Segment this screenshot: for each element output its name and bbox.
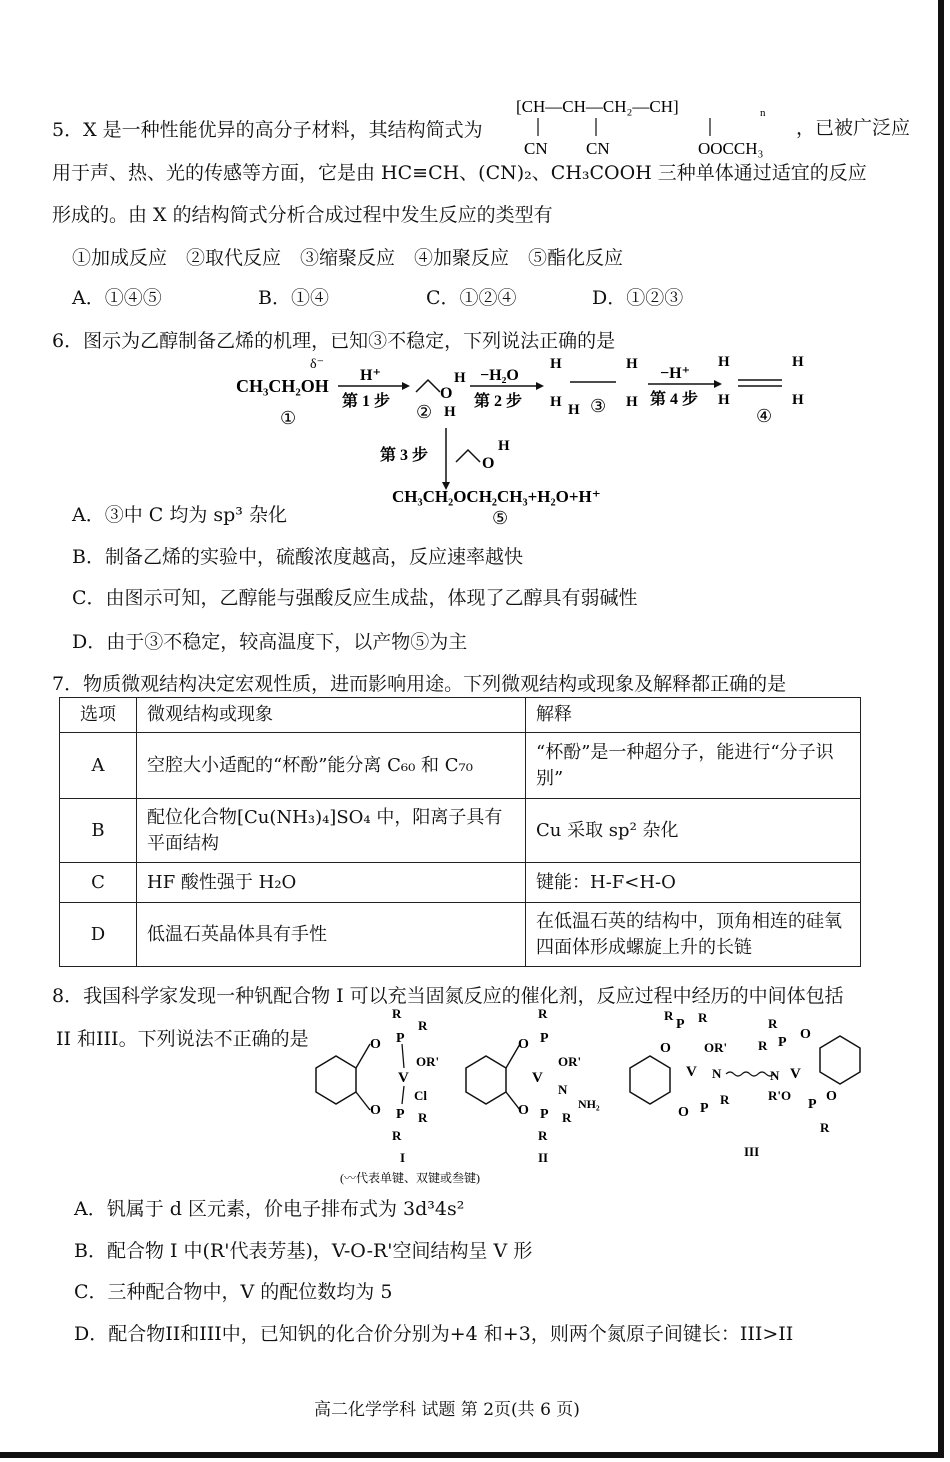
q5-polymer-formula — [510, 92, 790, 162]
row-explanation: 在低温石英的结构中，顶角相连的硅氧四面体形成螺旋上升的长链 — [526, 903, 861, 967]
q6-h-2: H — [454, 370, 466, 386]
svg-text:R: R — [768, 1016, 778, 1031]
row-option: C — [60, 863, 137, 903]
q6-step3-label: 第 3 步 — [380, 447, 429, 464]
q6-carbocation-h2: H — [626, 356, 638, 372]
svg-text:R: R — [758, 1038, 768, 1053]
svg-text:O: O — [678, 1105, 689, 1120]
svg-text:R: R — [418, 1110, 428, 1125]
q5-line1: 5．X 是一种性能优异的高分子材料，其结构简式为 — [52, 119, 483, 141]
q5-formula-cn2: CN — [586, 139, 610, 158]
svg-text:O: O — [518, 1037, 529, 1052]
svg-text:OR': OR' — [416, 1054, 440, 1069]
svg-text:N: N — [558, 1082, 568, 1097]
q6-carbocation-h5: H — [626, 394, 638, 410]
table-header-phenomenon: 微观结构或现象 — [137, 698, 526, 733]
q6-ethylene-h1: H — [718, 354, 730, 370]
svg-text:O: O — [518, 1103, 529, 1118]
svg-text:O: O — [800, 1027, 811, 1042]
q6-step1-label: 第 1 步 — [342, 393, 391, 410]
q6-step4-label: 第 4 步 — [650, 391, 699, 408]
svg-text:R: R — [562, 1110, 572, 1125]
svg-text:R: R — [418, 1018, 428, 1033]
q6-label-2: ② — [416, 402, 433, 422]
q6-carbocation-h4: H — [568, 402, 580, 418]
q8-stem-line1: 8．我国科学家发现一种钒配合物 I 可以充当固氮反应的催化剂，反应过程中经历的中间体包括 — [52, 985, 844, 1007]
q5-line3: 形成的。由 X 的结构简式分析合成过程中发生反应的类型有 — [52, 204, 553, 226]
q5-formula-ooc: OOCCH₃ — [698, 139, 764, 158]
q6-product-5: CH₃CH₂OCH₂CH₃+H₂O+H⁺ — [392, 487, 601, 506]
q6-hplus-label: H⁺ — [360, 367, 381, 384]
complex-III — [630, 1008, 860, 1159]
table-header-option: 选项 — [60, 698, 137, 733]
q6-option-d: D．由于③不稳定，较高温度下，以产物⑤为主 — [72, 631, 468, 653]
svg-text:O: O — [370, 1103, 381, 1118]
svg-text:N: N — [712, 1066, 722, 1081]
table-row — [60, 903, 861, 967]
svg-text:N: N — [770, 1068, 780, 1083]
table-header-explanation: 解释 — [526, 698, 861, 733]
q6-step2-label: 第 2 步 — [474, 393, 523, 410]
q6-ethylene-h4: H — [792, 392, 804, 408]
svg-text:P: P — [540, 1107, 549, 1122]
q6-delta-label: δ⁻ — [310, 357, 324, 372]
q8-stem-line2: II 和III。下列说法不正确的是 — [56, 1028, 309, 1050]
q8-caption: (〰代表单键、双键或叁键) — [340, 1171, 480, 1185]
q5-option-b: B．①④ — [258, 287, 329, 309]
svg-text:P: P — [676, 1017, 685, 1032]
q6-label-3: ③ — [590, 396, 607, 416]
q6-carbocation-h3: H — [550, 394, 562, 410]
row-explanation: “杯酚”是一种超分子，能进行“分子识别” — [526, 733, 861, 799]
table-row — [60, 863, 861, 903]
row-option: B — [60, 799, 137, 863]
q6-mechanism-diagram — [230, 352, 830, 532]
q8-label-III: III — [744, 1144, 760, 1159]
row-option: A — [60, 733, 137, 799]
q8-label-I: I — [400, 1150, 406, 1165]
q6-label-4: ④ — [756, 406, 773, 426]
row-explanation: Cu 采取 sp² 杂化 — [526, 799, 861, 863]
q5-formula-top: [CH—CH—CH₂—CH] — [516, 97, 679, 116]
page-footer: 高二化学学科 试题 第 2页(共 6 页) — [314, 1400, 580, 1420]
svg-text:V: V — [398, 1070, 409, 1086]
svg-text:R: R — [538, 1128, 548, 1143]
svg-text:V: V — [790, 1066, 801, 1082]
svg-text:R: R — [820, 1120, 830, 1135]
q6-ethylene-h2: H — [792, 354, 804, 370]
svg-text:NH₂: NH₂ — [578, 1097, 600, 1111]
svg-text:R'O: R'O — [768, 1088, 792, 1103]
q8-option-a: A．钒属于 d 区元素，价电子排布式为 3d³4s² — [74, 1198, 465, 1220]
q8-option-b: B．配合物 I 中(R'代表芳基)，V-O-R'空间结构呈 V 形 — [74, 1240, 533, 1262]
q5-option-d: D．①②③ — [592, 287, 684, 309]
row-option: D — [60, 903, 137, 967]
svg-text:R: R — [392, 1008, 402, 1021]
table-row — [60, 799, 861, 863]
q6-minus-h2o-label: −H₂O — [480, 367, 519, 384]
q5-option-a: A．①④⑤ — [72, 287, 162, 309]
svg-text:P: P — [396, 1107, 405, 1122]
svg-text:R: R — [392, 1128, 402, 1143]
q7-stem: 7．物质微观结构决定宏观性质，进而影响用途。下列微观结构或现象及解释都正确的是 — [52, 673, 787, 695]
svg-text:OR': OR' — [558, 1054, 582, 1069]
svg-text:R: R — [664, 1008, 674, 1023]
svg-text:R: R — [720, 1092, 730, 1107]
svg-text:P: P — [396, 1031, 405, 1046]
q8-label-II: II — [538, 1150, 549, 1165]
complex-II — [466, 1008, 600, 1165]
q6-minus-hplus-label: −H⁺ — [660, 365, 691, 382]
q6-label-5: ⑤ — [492, 508, 509, 528]
row-phenomenon: HF 酸性强于 H₂O — [137, 863, 526, 903]
q8-complex-structures — [300, 1008, 900, 1194]
q6-option-b: B．制备乙烯的实验中，硫酸浓度越高，反应速率越快 — [72, 546, 523, 568]
q5-reaction-types: ①加成反应 ②取代反应 ③缩聚反应 ④加聚反应 ⑤酯化反应 — [72, 247, 624, 269]
svg-text:V: V — [532, 1070, 543, 1086]
q6-h-2b: H — [444, 404, 456, 420]
svg-text:O: O — [826, 1089, 837, 1104]
svg-text:P: P — [540, 1031, 549, 1046]
svg-text:O: O — [660, 1041, 671, 1056]
q8-option-d: D．配合物II和III中，已知钒的化合价分别为+4 和+3，则两个氮原子间键长：III>II — [74, 1323, 794, 1345]
q6-ethylene-h3: H — [718, 392, 730, 408]
svg-text:P: P — [808, 1097, 817, 1112]
q5-option-c: C．①②④ — [426, 287, 517, 309]
q5-line1-end: ，已被广泛应 — [796, 117, 911, 139]
svg-text:O: O — [370, 1037, 381, 1052]
q6-step3-h: H — [498, 438, 510, 454]
svg-text:R: R — [698, 1010, 708, 1025]
row-phenomenon: 低温石英晶体具有手性 — [137, 903, 526, 967]
svg-text:P: P — [778, 1035, 787, 1050]
q6-carbocation-h1: H — [550, 356, 562, 372]
q6-oxygen-2: O — [440, 385, 453, 402]
q8-option-c: C．三种配合物中，V 的配位数均为 5 — [74, 1281, 393, 1303]
row-phenomenon: 空腔大小适配的“杯酚”能分离 C₆₀ 和 C₇₀ — [137, 733, 526, 799]
q6-label-1: ① — [280, 408, 297, 428]
q5-formula-n: n — [760, 107, 766, 119]
q6-option-c: C．由图示可知，乙醇能与强酸反应生成盐，体现了乙醇具有弱碱性 — [72, 587, 638, 609]
table-header-row — [60, 698, 861, 733]
q6-ethanol: CH₃CH₂OH — [236, 376, 329, 396]
table-row — [60, 733, 861, 799]
svg-text:V: V — [686, 1064, 697, 1080]
q6-option-a: A．③中 C 均为 sp³ 杂化 — [72, 504, 287, 526]
q7-table — [59, 697, 861, 967]
complex-I — [316, 1008, 439, 1165]
q6-step3-oxygen: O — [482, 455, 495, 472]
q6-stem: 6．图示为乙醇制备乙烯的机理，已知③不稳定，下列说法正确的是 — [52, 330, 616, 352]
row-phenomenon: 配位化合物[Cu(NH₃)₄]SO₄ 中，阳离子具有平面结构 — [137, 799, 526, 863]
row-explanation: 键能：H-F<H-O — [526, 863, 861, 903]
q5-formula-cn1: CN — [524, 139, 548, 158]
q5-line2: 用于声、热、光的传感等方面，它是由 HC≡CH、(CN)₂、CH₃COOH 三种单体通过适宜的反应 — [52, 162, 867, 184]
svg-text:R: R — [538, 1008, 548, 1021]
svg-text:P: P — [700, 1101, 709, 1116]
svg-text:OR': OR' — [704, 1040, 728, 1055]
svg-text:Cl: Cl — [414, 1088, 427, 1103]
